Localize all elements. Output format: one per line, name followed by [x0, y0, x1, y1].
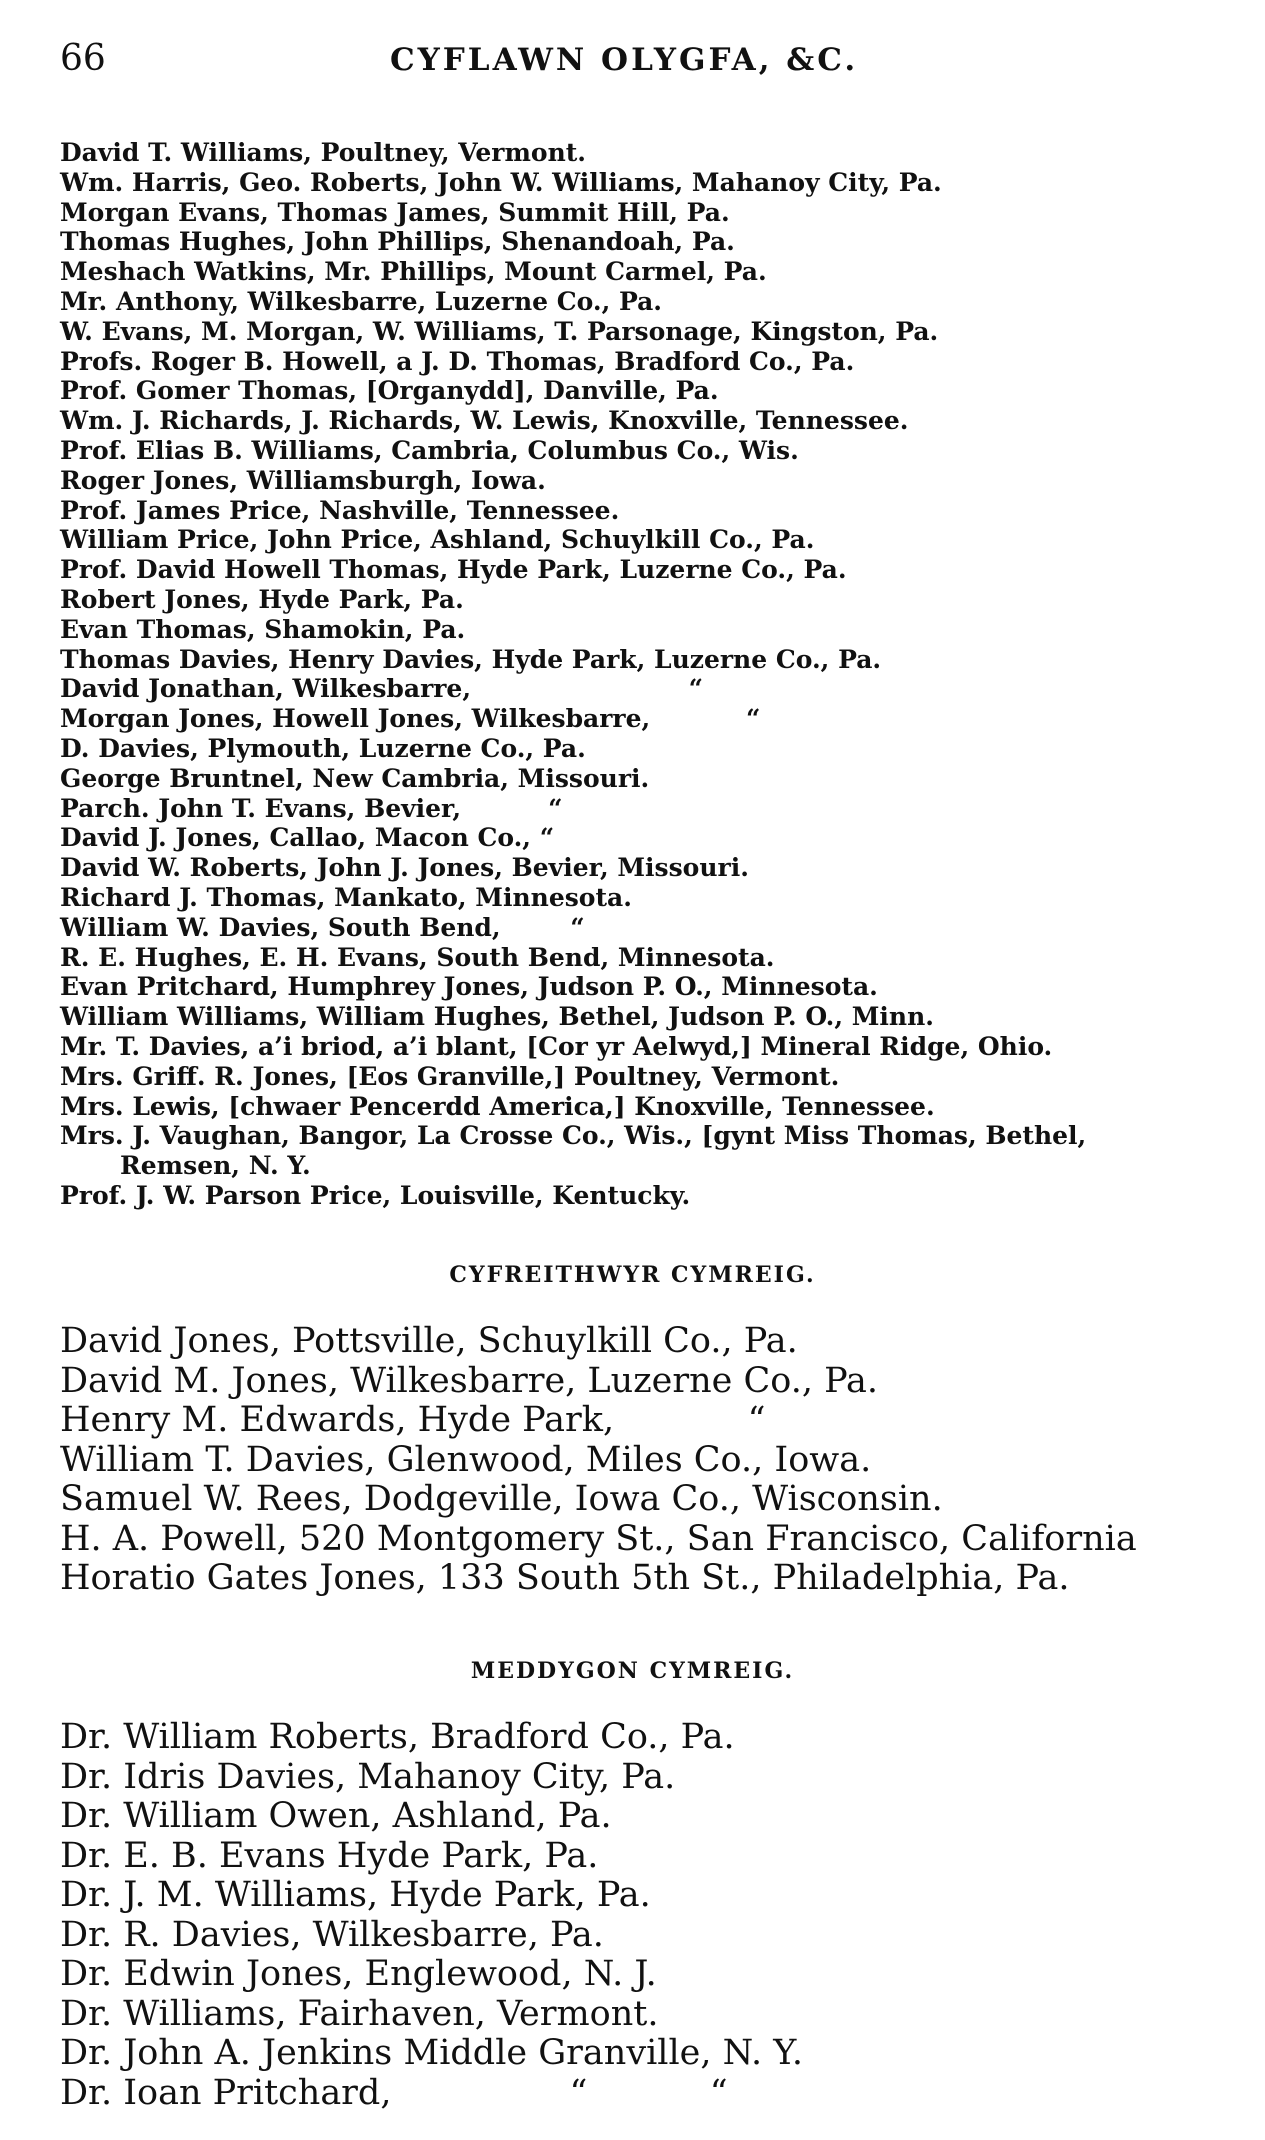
list-item: William Williams, William Hughes, Bethel, Judson P. O., Minn. — [60, 1002, 934, 1032]
list-item: H. A. Powell, 520 Montgomery St., San Francisco, California — [60, 1518, 1137, 1559]
list-item: Mrs. Griff. R. Jones, [Eos Granville,] Poultney, Vermont. — [60, 1061, 840, 1091]
page-number: 66 — [60, 38, 106, 79]
list-item: Wm. J. Richards, J. Richards, W. Lewis, Knoxville, Tennessee. — [60, 406, 909, 436]
list-item: Richard J. Thomas, Mankato, Minnesota. — [60, 882, 632, 912]
list-item: David Jonathan, Wilkesbarre, “ — [60, 674, 704, 704]
list-item: Henry M. Edwards, Hyde Park, “ — [60, 1400, 766, 1440]
list-item: Evan Thomas, Shamokin, Pa. — [60, 614, 466, 644]
list-item: Robert Jones, Hyde Park, Pa. — [60, 584, 464, 614]
list-item: David J. Jones, Callao, Macon Co., “ — [60, 823, 555, 853]
list-item: Prof. David Howell Thomas, Hyde Park, Luzerne Co., Pa. — [60, 555, 847, 585]
page-header — [60, 38, 1210, 88]
list-item: David T. Williams, Poultney, Vermont. — [60, 138, 587, 167]
section-title-doctors: MEDDYGON CYMREIG. — [470, 1658, 795, 1684]
list-item: R. E. Hughes, E. H. Evans, South Bend, Minnesota. — [60, 942, 775, 972]
list-item: Evan Pritchard, Humphrey Jones, Judson P. O., Minnesota. — [60, 972, 878, 1002]
subscriber-list — [60, 138, 1210, 1211]
list-item: Morgan Evans, Thomas James, Summit Hill, Pa. — [60, 197, 730, 227]
list-item-continuation: Remsen, N. Y. — [120, 1151, 311, 1181]
list-item: W. Evans, M. Morgan, W. Williams, T. Parsonage, Kingston, Pa. — [60, 316, 939, 346]
list-item: Roger Jones, Williamsburgh, Iowa. — [60, 465, 546, 495]
list-item: Dr. Idris Davies, Mahanoy City, Pa. — [60, 1756, 676, 1797]
list-item: Dr. Edwin Jones, Englewood, N. J. — [60, 1954, 657, 1994]
list-item: Dr. R. Davies, Wilkesbarre, Pa. — [60, 1914, 604, 1955]
list-item: Profs. Roger B. Howell, a J. D. Thomas, Bradford Co., Pa. — [60, 346, 855, 376]
list-item: Dr. J. M. Williams, Hyde Park, Pa. — [60, 1875, 651, 1915]
list-item: William Price, John Price, Ashland, Schuylkill Co., Pa. — [60, 525, 815, 555]
list-item: Prof. J. W. Parson Price, Louisville, Kentucky. — [60, 1180, 691, 1210]
list-item: Morgan Jones, Howell Jones, Wilkesbarre, “ — [60, 704, 761, 734]
list-item: Dr. Ioan Pritchard, “ “ — [60, 2072, 728, 2113]
list-item: William T. Davies, Glenwood, Miles Co., Iowa. — [60, 1439, 872, 1480]
list-item: Dr. John A. Jenkins Middle Granville, N. Y. — [60, 2033, 803, 2073]
list-item: Dr. Williams, Fairhaven, Vermont. — [60, 1993, 659, 2034]
list-item: David W. Roberts, John J. Jones, Bevier, Missouri. — [60, 853, 749, 883]
list-item: Prof. Elias B. Williams, Cambria, Columbus Co., Wis. — [60, 435, 799, 465]
list-item: D. Davies, Plymouth, Luzerne Co., Pa. — [60, 733, 586, 763]
list-item: Dr. William Owen, Ashland, Pa. — [60, 1796, 612, 1836]
list-item: Mr. T. Davies, a’i briod, a’i blant, [Cor yr Aelwyd,] Mineral Ridge, Ohio. — [60, 1031, 1053, 1061]
list-item: Mrs. J. Vaughan, Bangor, La Crosse Co., Wis., [gynt Miss Thomas, Bethel, — [60, 1121, 1087, 1151]
list-item: Dr. William Roberts, Bradford Co., Pa. — [60, 1717, 735, 1757]
list-item: Prof. James Price, Nashville, Tennessee. — [60, 495, 620, 525]
list-item: Prof. Gomer Thomas, [Organydd], Danville, Pa. — [60, 376, 719, 406]
doctors-list — [60, 1718, 1210, 2113]
running-title: CYFLAWN OLYGFA, &C. — [390, 42, 859, 78]
list-item: Mrs. Lewis, [chwaer Pencerdd America,] Knoxville, Tennessee. — [60, 1091, 935, 1121]
list-item: George Bruntnel, New Cambria, Missouri. — [60, 763, 650, 793]
list-item: Thomas Davies, Henry Davies, Hyde Park, Luzerne Co., Pa. — [60, 644, 882, 674]
list-item: Meshach Watkins, Mr. Phillips, Mount Carmel, Pa. — [60, 257, 767, 287]
list-item: Dr. E. B. Evans Hyde Park, Pa. — [60, 1835, 599, 1876]
list-item: William W. Davies, South Bend, “ — [60, 912, 585, 942]
list-item: Mr. Anthony, Wilkesbarre, Luzerne Co., Pa. — [60, 286, 663, 316]
section-title-lawyers: CYFREITHWYR CYMREIG. — [449, 1262, 816, 1288]
list-item: Wm. Harris, Geo. Roberts, John W. Williams, Mahanoy City, Pa. — [60, 167, 942, 197]
list-item: David M. Jones, Wilkesbarre, Luzerne Co., Pa. — [60, 1360, 879, 1401]
list-item: David Jones, Pottsville, Schuylkill Co., Pa. — [60, 1321, 798, 1361]
list-item: Thomas Hughes, John Phillips, Shenandoah, Pa. — [60, 227, 735, 257]
list-item: Horatio Gates Jones, 133 South 5th St., Philadelphia, Pa. — [60, 1558, 1070, 1598]
list-item: Parch. John T. Evans, Bevier, “ — [60, 793, 563, 823]
list-item: Samuel W. Rees, Dodgeville, Iowa Co., Wisconsin. — [60, 1479, 943, 1519]
lawyers-list — [60, 1322, 1210, 1599]
